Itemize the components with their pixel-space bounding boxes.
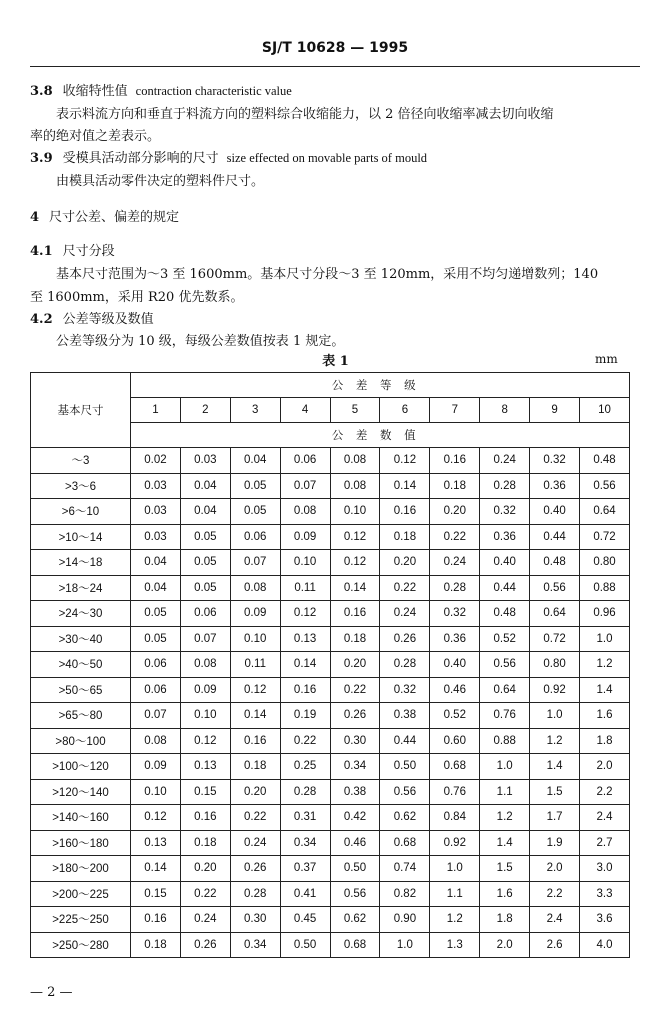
tolerance-value-cell: 0.20 — [330, 652, 380, 678]
tolerance-value-cell: 0.08 — [330, 448, 380, 474]
tolerance-value-cell: 0.05 — [230, 473, 280, 499]
tolerance-value-cell: 3.0 — [580, 856, 630, 882]
tolerance-value-cell: 0.12 — [280, 601, 330, 627]
tolerance-value-cell: 0.40 — [530, 499, 580, 525]
tolerance-value-cell: 0.04 — [180, 499, 230, 525]
section-4-1-body-line-2: 至 1600mm，采用 R20 优先数系。 — [30, 290, 244, 305]
tolerance-value-cell: 1.0 — [380, 932, 430, 958]
size-cell: >6～10 — [31, 499, 131, 525]
tolerance-value-cell: 0.03 — [180, 448, 230, 474]
tolerance-value-cell: 0.50 — [280, 932, 330, 958]
tolerance-value-cell: 0.12 — [330, 524, 380, 550]
tolerance-value-cell: 0.32 — [480, 499, 530, 525]
tolerance-value-cell: 0.09 — [280, 524, 330, 550]
tolerance-value-cell: 0.03 — [131, 499, 181, 525]
tolerance-value-cell: 0.36 — [480, 524, 530, 550]
tolerance-value-cell: 2.2 — [580, 779, 630, 805]
tolerance-value-cell: 0.44 — [380, 728, 430, 754]
tolerance-value-cell: 0.52 — [430, 703, 480, 729]
table-row — [31, 524, 630, 550]
tolerance-value-cell: 0.13 — [131, 830, 181, 856]
tolerance-value-cell: 0.20 — [430, 499, 480, 525]
section-title-en: contraction characteristic value — [135, 84, 292, 98]
grade-header-cell: 2 — [180, 398, 230, 423]
tolerance-value-cell: 0.16 — [430, 448, 480, 474]
tolerance-value-cell: 0.90 — [380, 907, 430, 933]
tolerance-value-cell: 0.36 — [430, 626, 480, 652]
size-cell: >3～6 — [31, 473, 131, 499]
tolerance-value-cell: 2.7 — [580, 830, 630, 856]
tolerance-value-cell: 0.37 — [280, 856, 330, 882]
row-header: 基本尺寸 — [31, 373, 131, 448]
tolerance-value-cell: 0.18 — [131, 932, 181, 958]
tolerance-value-cell: 0.41 — [280, 881, 330, 907]
tolerance-value-cell: 0.48 — [530, 550, 580, 576]
tolerance-value-cell: 0.88 — [480, 728, 530, 754]
tolerance-value-cell: 0.92 — [530, 677, 580, 703]
tolerance-value-cell: 1.4 — [580, 677, 630, 703]
tolerance-value-cell: 3.6 — [580, 907, 630, 933]
tolerance-value-cell: 0.05 — [131, 601, 181, 627]
value-header: 公差数值 — [131, 423, 630, 448]
section-3-9-heading — [30, 147, 427, 166]
table-row — [31, 499, 630, 525]
size-cell: >65～80 — [31, 703, 131, 729]
table-row — [31, 550, 630, 576]
section-4-2-heading — [30, 308, 154, 327]
tolerance-value-cell: 0.38 — [380, 703, 430, 729]
tolerance-value-cell: 0.76 — [430, 779, 480, 805]
tolerance-value-cell: 0.50 — [330, 856, 380, 882]
size-cell: >40～50 — [31, 652, 131, 678]
tolerance-value-cell: 0.10 — [280, 550, 330, 576]
section-number: 4 — [30, 210, 40, 225]
tolerance-value-cell: 1.6 — [580, 703, 630, 729]
tolerance-value-cell: 0.07 — [230, 550, 280, 576]
tolerance-value-cell: 0.12 — [230, 677, 280, 703]
tolerance-value-cell: 1.2 — [530, 728, 580, 754]
tolerance-value-cell: 0.07 — [131, 703, 181, 729]
section-title: 公差等级及数值 — [62, 312, 154, 327]
tolerance-value-cell: 0.06 — [180, 601, 230, 627]
tolerance-value-cell: 0.09 — [131, 754, 181, 780]
tolerance-value-cell: 0.08 — [131, 728, 181, 754]
tolerance-value-cell: 0.16 — [180, 805, 230, 831]
section-4-heading — [30, 206, 179, 225]
tolerance-value-cell: 0.28 — [480, 473, 530, 499]
tolerance-value-cell: 0.38 — [330, 779, 380, 805]
tolerance-value-cell: 2.6 — [530, 932, 580, 958]
tolerance-value-cell: 0.11 — [230, 652, 280, 678]
tolerance-value-cell: 0.18 — [380, 524, 430, 550]
tolerance-value-cell: 0.12 — [330, 550, 380, 576]
tolerance-value-cell: 0.34 — [330, 754, 380, 780]
grade-header-cell: 1 — [131, 398, 181, 423]
size-cell: >50～65 — [31, 677, 131, 703]
tolerance-value-cell: 0.26 — [180, 932, 230, 958]
tolerance-value-cell: 1.8 — [580, 728, 630, 754]
tolerance-value-cell: 4.0 — [580, 932, 630, 958]
tolerance-value-cell: 0.52 — [480, 626, 530, 652]
tolerance-value-cell: 0.22 — [330, 677, 380, 703]
tolerance-value-cell: 0.12 — [380, 448, 430, 474]
tolerance-value-cell: 0.22 — [180, 881, 230, 907]
tolerance-value-cell: 0.18 — [330, 626, 380, 652]
tolerance-value-cell: 0.56 — [380, 779, 430, 805]
group-header: 公差等级 — [131, 373, 630, 398]
tolerance-value-cell: 0.68 — [430, 754, 480, 780]
tolerance-value-cell: 0.80 — [580, 550, 630, 576]
tolerance-value-cell: 0.28 — [280, 779, 330, 805]
tolerance-value-cell: 0.08 — [180, 652, 230, 678]
tolerance-value-cell: 0.14 — [380, 473, 430, 499]
header-rule — [30, 66, 640, 67]
tolerance-value-cell: 0.64 — [480, 677, 530, 703]
section-4-1-heading — [30, 240, 115, 259]
tolerance-value-cell: 0.24 — [380, 601, 430, 627]
tolerance-value-cell: 1.0 — [480, 754, 530, 780]
tolerance-value-cell: 0.64 — [530, 601, 580, 627]
tolerance-value-cell: 0.72 — [580, 524, 630, 550]
tolerance-value-cell: 0.05 — [230, 499, 280, 525]
tolerance-value-cell: 0.05 — [180, 575, 230, 601]
table-row — [31, 448, 630, 474]
section-title-cn: 收缩特性值 — [62, 84, 128, 99]
section-3-8-heading — [30, 80, 292, 99]
tolerance-value-cell: 0.03 — [131, 524, 181, 550]
table-row — [31, 677, 630, 703]
tolerance-value-cell: 0.32 — [430, 601, 480, 627]
table-row — [31, 601, 630, 627]
tolerance-value-cell: 1.1 — [430, 881, 480, 907]
tolerance-value-cell: 0.92 — [430, 830, 480, 856]
tolerance-value-cell: 1.6 — [480, 881, 530, 907]
tolerance-value-cell: 0.62 — [380, 805, 430, 831]
tolerance-value-cell: 0.14 — [131, 856, 181, 882]
tolerance-value-cell: 0.48 — [480, 601, 530, 627]
tolerance-value-cell: 2.0 — [530, 856, 580, 882]
tolerance-value-cell: 0.11 — [280, 575, 330, 601]
section-4-2-body-line-1: 公差等级分为 10 级，每级公差数值按表 1 规定。 — [56, 334, 345, 349]
table-row — [31, 907, 630, 933]
tolerance-value-cell: 2.2 — [530, 881, 580, 907]
tolerance-value-cell: 1.8 — [480, 907, 530, 933]
tolerance-value-cell: 0.68 — [330, 932, 380, 958]
tolerance-value-cell: 0.76 — [480, 703, 530, 729]
size-cell: >10～14 — [31, 524, 131, 550]
tolerance-value-cell: 0.62 — [330, 907, 380, 933]
tolerance-value-cell: 0.06 — [280, 448, 330, 474]
size-cell: >180～200 — [31, 856, 131, 882]
section-title-en: size effected on movable parts of mould — [226, 151, 428, 165]
tolerance-value-cell: 0.56 — [580, 473, 630, 499]
table-row — [31, 856, 630, 882]
tolerance-value-cell: 0.32 — [530, 448, 580, 474]
grade-header-cell: 4 — [280, 398, 330, 423]
tolerance-value-cell: 0.20 — [230, 779, 280, 805]
table-row — [31, 932, 630, 958]
standard-header: SJ/T 10628 — 1995 — [261, 40, 409, 56]
tolerance-value-cell: 0.14 — [230, 703, 280, 729]
tolerance-value-cell: 1.7 — [530, 805, 580, 831]
grade-header-cell: 7 — [430, 398, 480, 423]
section-number: 4.1 — [30, 244, 53, 259]
table-row — [31, 779, 630, 805]
tolerance-value-cell: 0.40 — [430, 652, 480, 678]
grade-header-cell: 8 — [480, 398, 530, 423]
tolerance-value-cell: 2.4 — [530, 907, 580, 933]
tolerance-value-cell: 0.82 — [380, 881, 430, 907]
tolerance-value-cell: 0.68 — [380, 830, 430, 856]
grade-header-cell: 10 — [580, 398, 630, 423]
table-row — [31, 754, 630, 780]
size-cell: >120～140 — [31, 779, 131, 805]
tolerance-value-cell: 2.4 — [580, 805, 630, 831]
tolerance-value-cell: 0.22 — [280, 728, 330, 754]
tolerance-value-cell: 0.44 — [480, 575, 530, 601]
tolerance-value-cell: 0.26 — [380, 626, 430, 652]
tolerance-table — [30, 372, 630, 958]
tolerance-value-cell: 1.4 — [530, 754, 580, 780]
tolerance-value-cell: 0.12 — [131, 805, 181, 831]
tolerance-value-cell: 0.28 — [230, 881, 280, 907]
tolerance-value-cell: 0.40 — [480, 550, 530, 576]
section-4-1-body-line-1: 基本尺寸范围为～3 至 1600mm。基本尺寸分段～3 至 120mm，采用不均匀递增数列；140 — [56, 267, 599, 282]
tolerance-value-cell: 0.60 — [430, 728, 480, 754]
table-row — [31, 652, 630, 678]
tolerance-value-cell: 0.46 — [430, 677, 480, 703]
grade-header-cell: 9 — [530, 398, 580, 423]
tolerance-value-cell: 0.15 — [180, 779, 230, 805]
tolerance-value-cell: 2.0 — [580, 754, 630, 780]
tolerance-value-cell: 3.3 — [580, 881, 630, 907]
tolerance-value-cell: 0.34 — [230, 932, 280, 958]
tolerance-value-cell: 0.18 — [430, 473, 480, 499]
tolerance-value-cell: 0.88 — [580, 575, 630, 601]
tolerance-value-cell: 0.07 — [280, 473, 330, 499]
tolerance-value-cell: 0.06 — [131, 677, 181, 703]
table-row — [31, 805, 630, 831]
tolerance-value-cell: 0.72 — [530, 626, 580, 652]
tolerance-value-cell: 0.26 — [330, 703, 380, 729]
tolerance-value-cell: 0.46 — [330, 830, 380, 856]
size-cell: >80～100 — [31, 728, 131, 754]
tolerance-value-cell: 0.08 — [280, 499, 330, 525]
tolerance-value-cell: 0.05 — [131, 626, 181, 652]
grade-header-cell: 5 — [330, 398, 380, 423]
tolerance-value-cell: 0.20 — [380, 550, 430, 576]
tolerance-value-cell: 1.2 — [480, 805, 530, 831]
tolerance-value-cell: 0.16 — [330, 601, 380, 627]
tolerance-value-cell: 0.16 — [131, 907, 181, 933]
size-cell: >140～160 — [31, 805, 131, 831]
tolerance-value-cell: 0.24 — [480, 448, 530, 474]
tolerance-value-cell: 0.28 — [380, 652, 430, 678]
tolerance-value-cell: 1.0 — [580, 626, 630, 652]
tolerance-value-cell: 0.74 — [380, 856, 430, 882]
tolerance-value-cell: 0.18 — [180, 830, 230, 856]
tolerance-value-cell: 0.44 — [530, 524, 580, 550]
tolerance-value-cell: 0.16 — [380, 499, 430, 525]
section-title: 尺寸分段 — [62, 244, 115, 259]
size-cell: >250～280 — [31, 932, 131, 958]
tolerance-value-cell: 0.05 — [180, 524, 230, 550]
table-row — [31, 728, 630, 754]
section-3-8-body-line-2: 率的绝对值之差表示。 — [30, 129, 161, 144]
table-row — [31, 575, 630, 601]
tolerance-value-cell: 0.80 — [530, 652, 580, 678]
tolerance-value-cell: 1.5 — [480, 856, 530, 882]
tolerance-value-cell: 0.09 — [230, 601, 280, 627]
tolerance-value-cell: 0.28 — [430, 575, 480, 601]
tolerance-value-cell: 0.19 — [280, 703, 330, 729]
tolerance-value-cell: 0.04 — [131, 575, 181, 601]
size-cell: >24～30 — [31, 601, 131, 627]
tolerance-value-cell: 1.3 — [430, 932, 480, 958]
tolerance-value-cell: 0.05 — [180, 550, 230, 576]
tolerance-value-cell: 0.31 — [280, 805, 330, 831]
tolerance-value-cell: 0.56 — [480, 652, 530, 678]
page-number: — 2 — — [30, 985, 73, 1000]
tolerance-value-cell: 0.02 — [131, 448, 181, 474]
table-body — [31, 448, 630, 958]
table-unit: mm — [595, 352, 618, 366]
tolerance-value-cell: 0.64 — [580, 499, 630, 525]
section-number: 3.8 — [30, 84, 53, 99]
size-cell: >200～225 — [31, 881, 131, 907]
tolerance-value-cell: 2.0 — [480, 932, 530, 958]
tolerance-value-cell: 0.14 — [280, 652, 330, 678]
tolerance-value-cell: 0.10 — [330, 499, 380, 525]
tolerance-value-cell: 0.16 — [280, 677, 330, 703]
tolerance-value-cell: 0.13 — [180, 754, 230, 780]
tolerance-value-cell: 1.2 — [580, 652, 630, 678]
tolerance-value-cell: 1.9 — [530, 830, 580, 856]
grade-header-cell: 6 — [380, 398, 430, 423]
tolerance-value-cell: 1.0 — [530, 703, 580, 729]
tolerance-value-cell: 0.06 — [230, 524, 280, 550]
tolerance-value-cell: 0.22 — [230, 805, 280, 831]
tolerance-value-cell: 0.04 — [230, 448, 280, 474]
tolerance-value-cell: 0.48 — [580, 448, 630, 474]
size-cell: >160～180 — [31, 830, 131, 856]
size-cell: >100～120 — [31, 754, 131, 780]
size-cell: ～3 — [31, 448, 131, 474]
tolerance-value-cell: 1.5 — [530, 779, 580, 805]
tolerance-value-cell: 0.84 — [430, 805, 480, 831]
tolerance-value-cell: 0.96 — [580, 601, 630, 627]
tolerance-value-cell: 0.24 — [430, 550, 480, 576]
tolerance-value-cell: 0.07 — [180, 626, 230, 652]
tolerance-value-cell: 0.08 — [330, 473, 380, 499]
tolerance-value-cell: 1.4 — [480, 830, 530, 856]
tolerance-value-cell: 0.34 — [280, 830, 330, 856]
tolerance-value-cell: 1.2 — [430, 907, 480, 933]
section-title-cn: 受模具活动部分影响的尺寸 — [62, 151, 219, 166]
tolerance-value-cell: 0.15 — [131, 881, 181, 907]
table-row — [31, 881, 630, 907]
tolerance-value-cell: 0.09 — [180, 677, 230, 703]
tolerance-value-cell: 0.45 — [280, 907, 330, 933]
tolerance-value-cell: 0.22 — [380, 575, 430, 601]
size-cell: >14～18 — [31, 550, 131, 576]
tolerance-value-cell: 0.26 — [230, 856, 280, 882]
tolerance-value-cell: 0.24 — [180, 907, 230, 933]
tolerance-value-cell: 0.13 — [280, 626, 330, 652]
tolerance-value-cell: 1.0 — [430, 856, 480, 882]
tolerance-value-cell: 0.56 — [330, 881, 380, 907]
tolerance-value-cell: 0.24 — [230, 830, 280, 856]
tolerance-value-cell: 0.10 — [131, 779, 181, 805]
tolerance-value-cell: 0.16 — [230, 728, 280, 754]
tolerance-value-cell: 0.10 — [230, 626, 280, 652]
size-cell: >30～40 — [31, 626, 131, 652]
section-number: 4.2 — [30, 312, 53, 327]
tolerance-value-cell: 0.22 — [430, 524, 480, 550]
grade-header-cell: 3 — [230, 398, 280, 423]
size-cell: >225～250 — [31, 907, 131, 933]
tolerance-value-cell: 0.30 — [330, 728, 380, 754]
tolerance-value-cell: 1.1 — [480, 779, 530, 805]
tolerance-value-cell: 0.10 — [180, 703, 230, 729]
tolerance-value-cell: 0.06 — [131, 652, 181, 678]
table-row — [31, 473, 630, 499]
tolerance-value-cell: 0.30 — [230, 907, 280, 933]
section-number: 3.9 — [30, 151, 53, 166]
section-3-8-body-line-1: 表示料流方向和垂直于料流方向的塑料综合收缩能力，以 2 倍径向收缩率减去切向收缩 — [56, 107, 554, 122]
tolerance-value-cell: 0.56 — [530, 575, 580, 601]
tolerance-value-cell: 0.03 — [131, 473, 181, 499]
tolerance-value-cell: 0.20 — [180, 856, 230, 882]
tolerance-value-cell: 0.12 — [180, 728, 230, 754]
tolerance-value-cell: 0.14 — [330, 575, 380, 601]
tolerance-value-cell: 0.04 — [131, 550, 181, 576]
table-row — [31, 626, 630, 652]
size-cell: >18～24 — [31, 575, 131, 601]
tolerance-value-cell: 0.18 — [230, 754, 280, 780]
tolerance-value-cell: 0.08 — [230, 575, 280, 601]
tolerance-value-cell: 0.32 — [380, 677, 430, 703]
tolerance-value-cell: 0.25 — [280, 754, 330, 780]
section-title: 尺寸公差、偏差的规定 — [49, 210, 180, 225]
tolerance-value-cell: 0.50 — [380, 754, 430, 780]
section-3-9-body-line-1: 由模具活动零件决定的塑料件尺寸。 — [56, 174, 265, 189]
tolerance-value-cell: 0.04 — [180, 473, 230, 499]
table-row — [31, 830, 630, 856]
tolerance-value-cell: 0.36 — [530, 473, 580, 499]
table-row — [31, 703, 630, 729]
table-caption: 表 1 — [322, 354, 349, 369]
tolerance-value-cell: 0.42 — [330, 805, 380, 831]
